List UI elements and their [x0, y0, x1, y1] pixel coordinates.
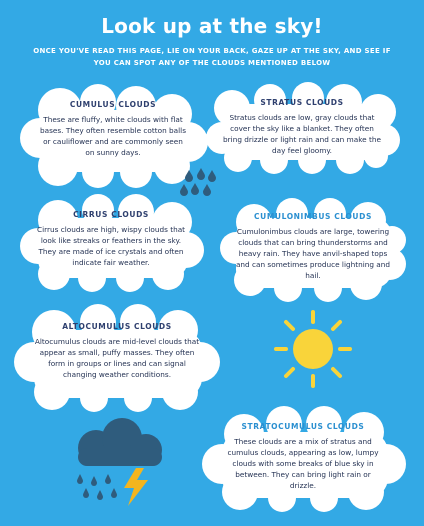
cirrus-text: Cirrus clouds are high, wispy clouds that look like streaks or feathers in the sky. They are made of ice crystals and often indicate fair weather. — [36, 225, 186, 267]
cumulonimbus-text: Cumulonimbus clouds are large, towering clouds that can bring thunderstorms and heavy rain. They have anvil-shaped tops and can sometimes produce lightning and hail. — [235, 227, 391, 280]
stratocumulus-cloud-card — [200, 408, 406, 512]
stratocumulus-heading: STRATOCUMULUS CLOUDS — [241, 422, 365, 431]
stratocumulus-text: These clouds are a mix of stratus and cumulus clouds, appearing as low, lumpy clouds with some breaks of blue sky in between. They can bring light rain or drizzle. — [227, 437, 379, 490]
stratus-text: Stratus clouds are low, gray clouds that cover the sky like a blanket. They often bring drizzle or light rain and can make the day feel gloomy. — [223, 113, 381, 155]
stratus-cloud-card — [204, 86, 400, 170]
sun-icon — [272, 308, 354, 390]
page-subtitle: ONCE YOU'VE READ THIS PAGE, LIE ON YOUR BACK, GAZE UP AT THE SKY, AND SEE IF YOU CAN SPOT ANY OF THE CLOUDS MENTIONED BELOW — [33, 47, 391, 67]
altocumulus-heading: ALTOCUMULUS CLOUDS — [62, 322, 172, 331]
altocumulus-text: Altocumulus clouds are mid-level clouds that appear as small, puffy masses. They often form in groups or lines and can signal changing weather conditions. — [34, 337, 200, 379]
altocumulus-cloud-card — [14, 306, 220, 412]
cirrus-cloud-card — [18, 196, 204, 292]
page-title: Look up at the sky! — [101, 14, 323, 38]
storm-cloud-icon — [66, 418, 170, 508]
cumulus-heading: CUMULUS CLOUDS — [69, 100, 157, 109]
stratus-heading: STRATUS CLOUDS — [260, 98, 344, 107]
cirrus-heading: CIRRUS CLOUDS — [73, 210, 149, 219]
cumulonimbus-heading: CUMULONIMBUS CLOUDS — [254, 212, 372, 221]
raindrops-icon — [180, 168, 220, 198]
cumulonimbus-cloud-card — [220, 200, 406, 300]
cumulus-text: These are fluffy, white clouds with flat bases. They often resemble cotton balls or cauliflower and are commonly seen on sunny days. — [39, 115, 186, 157]
